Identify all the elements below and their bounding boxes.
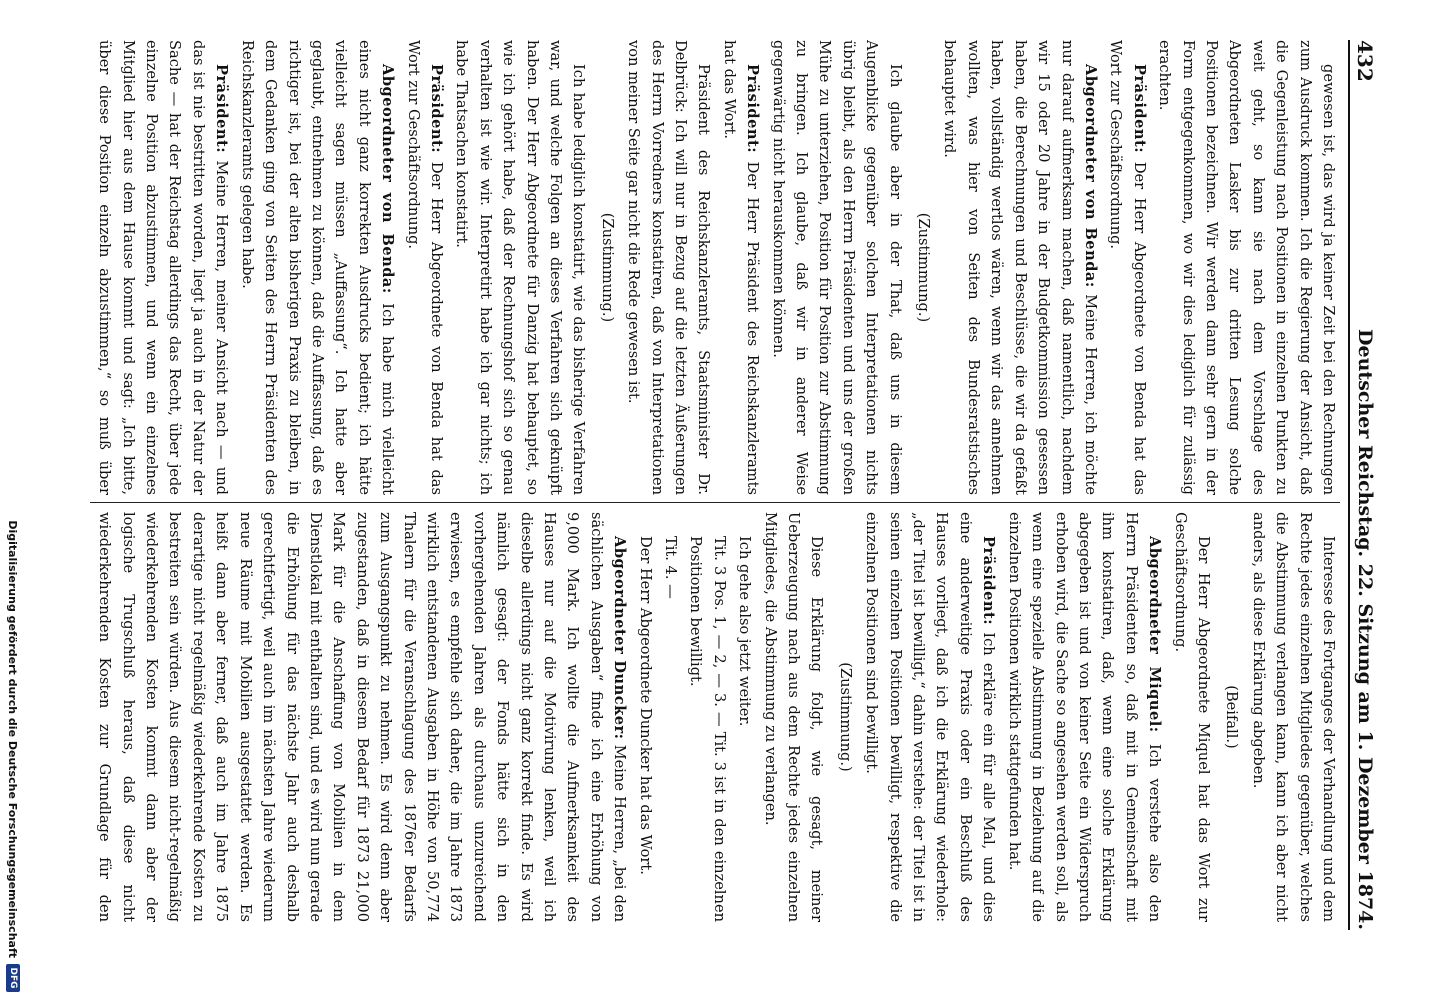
right-column [90, 512, 1340, 922]
paragraph [938, 40, 1102, 495]
speech-text: Meine Herren, ich möchte nur darauf aufmerksam machen, daß namentlich, nachdem wir 15 oder 20 Jahre in der Budgetkommission gesessen haben, die Berechnungen und Beschlüsse, die wir da gefaßt haben, vollständig wertlos wären, wenn wir das annehmen wollten, was hier von Seiten des Bundesratstisches behauptet wird. [941, 40, 1099, 495]
column-divider [90, 502, 1340, 503]
left-column [90, 40, 1340, 495]
paragraph: Interesse des Fortganges der Verhandlung und dem Rechte jedes einzelnen Mitgliedes gegenüber, welches die Abstimmung verlangen kann, kann ich aber nicht anders, als diese Erklärung abgeben. [1249, 512, 1337, 922]
page-number: 432 [1353, 40, 1377, 82]
paragraph: Der Herr Abgeordnete Duncker hat das Wort. [636, 536, 654, 875]
paragraph [401, 40, 448, 495]
speech-text: Der Herr Präsident des Reichskanzleramts hat das Wort. [720, 40, 762, 495]
interjection: (Zustimmung.) [915, 212, 933, 323]
paragraph: gewesen ist, das wird ja keiner Zeit bei den Rechnungen zum Ausdruck kommen. Ich die Regierung der Ansicht, daß die Gegenleistung nach Positionen in einzelnen Punkten zu weit geht, so kann sie nach dem Vorschlage des Abgeordneten Lasker bis zur dritten Lesung solche Positionen bezeichnen. Wir werden dann sehr gern in der Form entgegenkommen, wo wir dies lediglich für zulässig erachten. [1156, 40, 1337, 495]
paragraph: Präsident des Reichskanzleramts, Staatsminister Dr. Delbrück: Ich will nur in Bezug auf die letzten Äußerungen des Herrn Vorredners konstatiren, daß von Interpretationen von meiner Seite gar nicht die Rede gewesen ist. [625, 40, 713, 495]
paragraph [717, 40, 764, 495]
speech-text: Ich erkläre ein für alle Mal, und dies eine anderweitige Praxis oder ein Beschluß des Hauses vorliegt, daß ich die Erklärung wiederhole: „der Titel ist bewilligt,“ dahin verstehe: der Titel ist in seinen einzelnen Positionen bewilligt, respektive die einzelnen Positionen sind bewilligt. [863, 512, 998, 922]
paragraph: Ich gehe also jetzt weiter. [736, 536, 754, 727]
paragraph [235, 40, 399, 495]
speech-text: Ich verstehe also den Herrn Präsidenten so, daß mit in Gemeinschaft mit ihm konstatiren, daß, wenn eine solche Erklärung abgegeben ist und von keiner Seite ein Widerspruch erhoben wird, die Sache so angesehen werden soll, als wenn eine spezielle Abstimmung in Beziehung auf die einzelnen Positionen wirklich stattgefunden hat. [1005, 512, 1164, 922]
paragraph [860, 512, 1000, 922]
interjection: (Zustimmung.) [836, 662, 854, 772]
paragraph [1104, 40, 1151, 495]
speaker-name: Präsident: [427, 64, 445, 154]
footer-credit: Digitalisierung gefördert durch die Deutsche Forschungsgemeinschaft [6, 520, 20, 958]
speaker-name: Präsident: [744, 64, 762, 154]
interjection: (Beifall.) [1223, 685, 1241, 749]
page-header [1348, 40, 1380, 930]
speaker-name: Präsident: [213, 64, 231, 154]
speaker-name: Abgeordneter Miquel: [1146, 536, 1164, 733]
paragraph [1002, 512, 1166, 922]
speaker-name: Abgeordneter Duncker: [611, 536, 629, 740]
paragraph: Tit. 3 Pos. 1, — 2, — 3. — Tit. 3 ist in den einzelnen Positionen bewilligt. [687, 536, 728, 922]
speaker-name: Präsident: [980, 536, 998, 626]
paragraph: Ich glaube aber in der That, daß uns in diesem Augenblicke gegenüber solchen Interpretationen nichts übrig bleibt, als den Herrn Präsidenten und uns der großen Mühe zu unterziehen, Position für Position zur Abstimmung zu bringen. Ich glaube, daß wir in anderer Weise gegenwärtig nicht herauskommen können. [769, 40, 904, 495]
speaker-name: Abgeordneter von Benda: [1081, 64, 1099, 288]
paragraph: Tit. 4. — [662, 536, 680, 599]
speaker-name: Abgeordneter von Benda: [379, 64, 397, 294]
page-title: Deutscher Reichstag. 22. Sitzung am 1. Dezember 1874. [1354, 329, 1376, 930]
footer [0, 0, 26, 1000]
speech-text: Meine Herren, meiner Ansicht nach — und das ist nie bestritten worden, liegt ja auch in der Natur der Sache — hat der Reichstag allerdings das Recht, über jede einzelne Position abzustimmen, und wenn ein einzelnes Mitglied hier aus dem Hause kommt und sagt: „Ich bitte, über diese Position einzeln abzustimmen,“ so muß über [96, 40, 231, 495]
paragraph: Der Herr Abgeordnete Miquel hat das Wort zur Geschäftsordnung. [1171, 512, 1212, 922]
speech-text: Der Herr Abgeordnete von Benda hat das Wort zur Geschäftsordnung. [404, 40, 445, 495]
speech-text: Der Herr Abgeordnete von Benda hat das Wort zur Geschäftsordnung. [1107, 40, 1148, 495]
speech-text: Meine Herren, „bei den sächlichen Ausgaben“ finde ich eine Erhöhung von 9,000 Mark. Ich wollte die Aufmerksamkeit des Hauses nur auf die Motivirung lenken, weil ich dieselbe allerdings nicht ganz korrekt finde. Es wird nämlich gesagt: der Fonds hätte sich in den vorhergehenden Jahren als durchaus unzureichend erwiesen, es empfehle sich daher, die im Jahre 1873 wirklich entstandenen Ausgaben in Höhe von 50,774 Thalern für die Veranschlagung des 1876er Bedarfs zum Ausgangspunkt zu nehmen. Es wird denn aber zugestanden, daß in diesem Bedarf für 1873 21,000 Mark für die Anschaffung von Mobilien in dem Dienstlokal mit enthalten sind, und es wird nun gerade die Erhöhung für das nächste Jahr auch deshalb gerechtfertigt, weil auch im nächsten Jahre wiederum neue Räume mit Mobilien ausgestattet werden. Es heißt dann aber ferner, daß auch im Jahre 1875 derartige nicht regelmäßig wiederkehrende Kosten zu bestreiten sein würden. Aus diesem nicht-regelmäßig wiederkehrenden Kosten kommt dann aber der logische Trugschluß heraus, daß diese nicht wiederkehrenden Kosten zur Grundlage für den [96, 512, 629, 922]
paragraph [90, 512, 631, 922]
paragraph: Ich habe lediglich konstatirt, wie das bisherige Verfahren war, und welche Folgen an dieses Verfahren sich geknüpft haben. Der Herr Abgeordnete für Danzig hat behauptet, so wie ich gehört habe, daß der Rechnungshof sich so genau verhalten ist wie wir. Interpretirt habe ich gar nichts; ich habe Thatsachen konstatirt. [453, 40, 588, 495]
paragraph: Diese Erklärung folgt, wie gesagt, meiner Ueberzeugung nach aus dem Rechte jedes einzelnen Mitgliedes, die Abstimmung zu verlangen. [761, 512, 826, 922]
interjection: (Zustimmung.) [598, 212, 616, 323]
dfg-logo: DFG [6, 964, 20, 992]
speech-text: Ich habe mich vielleicht eines nicht ganz korrekten Ausdrucks bedient; ich hätte vielleicht sagen müssen „Auffassung“. Ich hatte aber geglaubt, entnehmen zu können, daß die Auffassung, daß es richtiger ist, bei der alten bisherigen Praxis zu bleiben, in dem Gedanken ging von Seiten des Herrn Präsidenten des Reichskanzleramts gelegen habe. [238, 40, 397, 495]
speaker-name: Präsident: [1130, 64, 1148, 154]
paragraph [90, 40, 233, 495]
